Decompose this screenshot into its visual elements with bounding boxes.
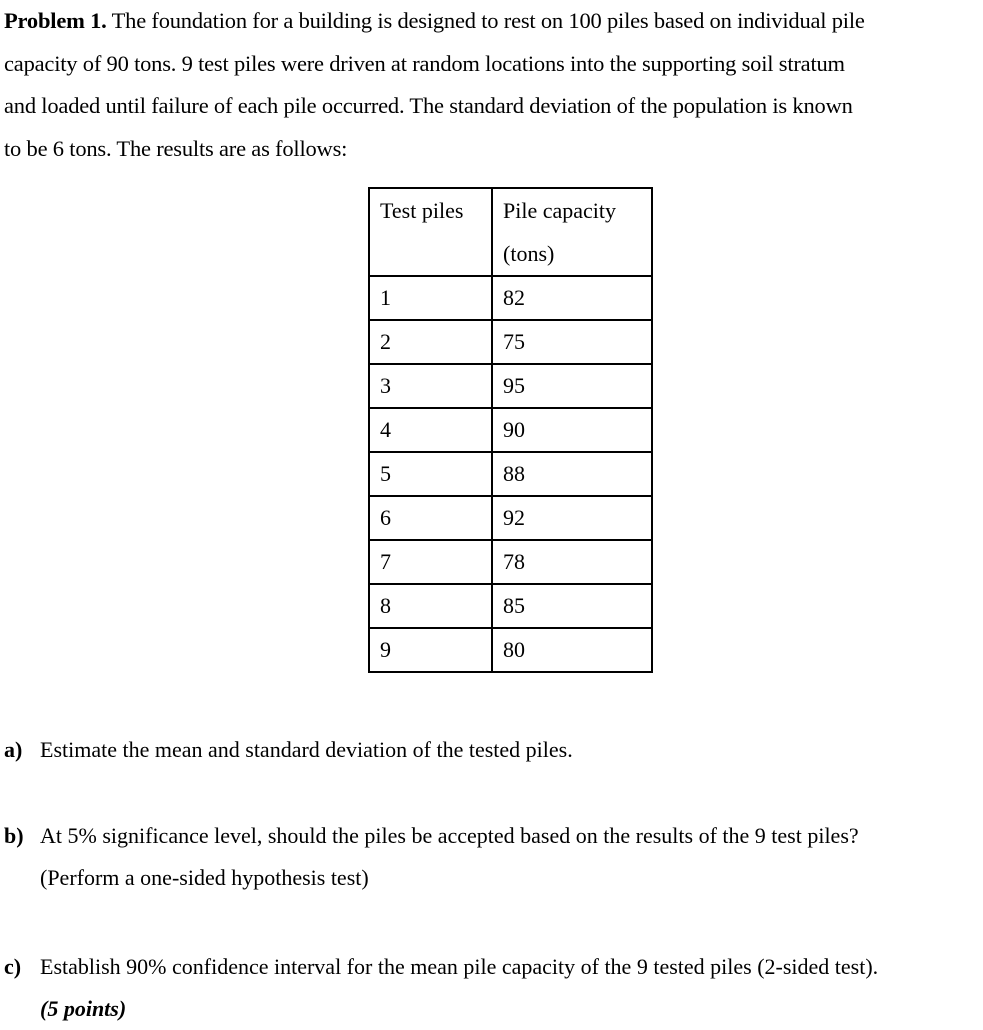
problem-lead: Problem 1. [4,8,107,33]
pile-number-cell: 4 [369,408,492,452]
pile-table-wrapper [368,187,653,673]
pile-capacity-cell: 82 [492,276,652,320]
question-b-subtext: (Perform a one-sided hypothesis test) [40,865,369,890]
table-header-row [369,188,652,276]
intro-text-1: The foundation for a building is designed to rest on 100 piles based on individual pile [106,8,865,33]
intro-line-3: and loaded until failure of each pile occurred. The standard deviation of the population is known [4,93,853,118]
pile-number-cell: 6 [369,496,492,540]
pile-number-cell: 7 [369,540,492,584]
intro-line-4: to be 6 tons. The results are as follows: [4,135,348,161]
problem-statement [4,0,976,170]
question-b [4,815,859,899]
pile-number-cell: 2 [369,320,492,364]
table-row [369,584,652,628]
pile-capacity-cell: 78 [492,540,652,584]
pile-number-cell: 9 [369,628,492,672]
question-b-text: At 5% significance level, should the piles be accepted based on the results of the 9 test piles? [40,823,859,848]
header-pile-capacity [492,188,652,276]
pile-capacity-cell: 95 [492,364,652,408]
table-row [369,496,652,540]
header-test-piles [369,188,492,276]
intro-line-2: capacity of 90 tons. 9 test piles were driven at random locations into the supporting soil stratum [4,50,845,76]
pile-capacity-table [368,187,653,673]
question-c-text: Establish 90% confidence interval for the mean pile capacity of the 9 tested piles (2-sided test). [40,954,879,979]
question-a-label: a) [4,737,23,762]
pile-number-cell: 1 [369,276,492,320]
question-a [4,729,573,771]
table-row [369,364,652,408]
header-test-piles-text: Test piles [380,198,464,223]
question-a-text: Estimate the mean and standard deviation of the tested piles. [40,737,573,762]
question-c-points: (5 points) [40,996,127,1021]
pile-number-cell: 8 [369,584,492,628]
table-row [369,408,652,452]
question-c-label: c) [4,954,22,979]
header-units-text: (tons) [503,241,555,266]
header-pile-capacity-text: Pile capacity [503,198,617,223]
pile-capacity-cell: 90 [492,408,652,452]
table-row [369,628,652,672]
pile-capacity-cell: 92 [492,496,652,540]
table-row [369,540,652,584]
intro-line-1 [4,0,976,43]
table-row [369,320,652,364]
question-b-label: b) [4,823,24,848]
pile-capacity-cell: 80 [492,628,652,672]
question-c [4,946,878,1030]
pile-capacity-cell: 75 [492,320,652,364]
pile-number-cell: 5 [369,452,492,496]
pile-number-cell: 3 [369,364,492,408]
table-row [369,276,652,320]
table-row [369,452,652,496]
pile-capacity-cell: 88 [492,452,652,496]
pile-capacity-cell: 85 [492,584,652,628]
